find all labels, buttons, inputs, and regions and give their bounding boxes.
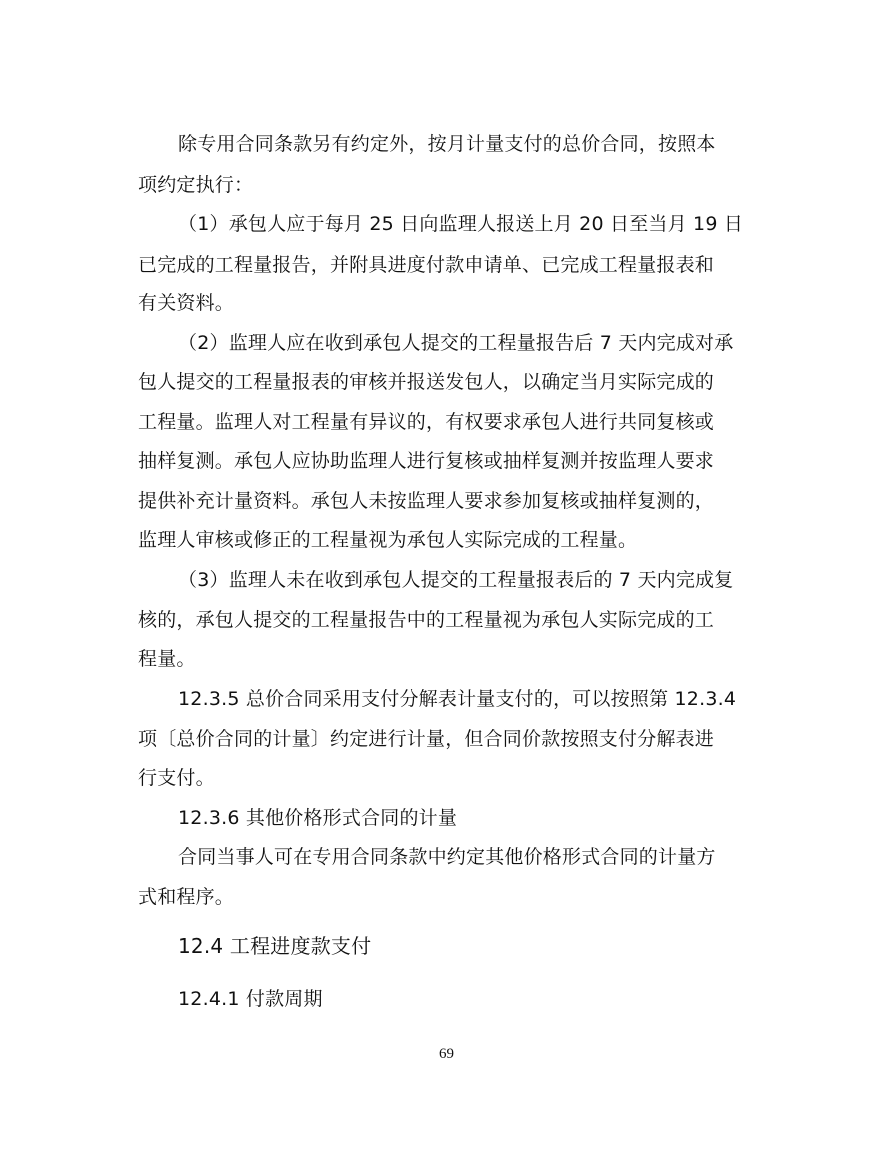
text-line: 除专用合同条款另有约定外，按月计量支付的总价合同，按照本 xyxy=(178,133,716,155)
subsection-heading: 12.4.1 付款周期 xyxy=(178,988,323,1010)
text-line: 监理人审核或修正的工程量视为承包人实际完成的工程量。 xyxy=(138,529,638,551)
text-line: （3）监理人未在收到承包人提交的工程量报表后的 7 天内完成复 xyxy=(178,569,734,591)
text-line: 12.3.5 总价合同采用支付分解表计量支付的，可以按照第 12.3.4 xyxy=(178,688,737,710)
subsection-heading: 12.3.6 其他价格形式合同的计量 xyxy=(178,807,458,829)
page-number: 69 xyxy=(439,1046,454,1062)
text-line: 有关资料。 xyxy=(138,292,235,314)
section-heading: 12.4 工程进度款支付 xyxy=(178,934,372,958)
text-line: 包人提交的工程量报表的审核并报送发包人，以确定当月实际完成的 xyxy=(138,371,715,393)
text-line: 项〔总价合同的计量〕约定进行计量，但合同价款按照支付分解表进 xyxy=(138,728,715,750)
text-line: 已完成的工程量报告，并附具进度付款申请单、已完成工程量报表和 xyxy=(138,254,715,276)
text-line: 核的，承包人提交的工程量报告中的工程量视为承包人实际完成的工 xyxy=(138,609,715,631)
text-line: （2）监理人应在收到承包人提交的工程量报告后 7 天内完成对承 xyxy=(178,332,734,354)
text-line: 工程量。监理人对工程量有异议的，有权要求承包人进行共同复核或 xyxy=(138,411,715,433)
text-line: 合同当事人可在专用合同条款中约定其他价格形式合同的计量方 xyxy=(178,846,716,868)
text-line: 式和程序。 xyxy=(138,886,235,908)
text-line: 抽样复测。承包人应协助监理人进行复核或抽样复测并按监理人要求 xyxy=(138,450,715,472)
text-line: 项约定执行： xyxy=(138,174,254,196)
text-line: 程量。 xyxy=(138,648,196,670)
text-line: 行支付。 xyxy=(138,767,215,789)
text-line: 提供补充计量资料。承包人未按监理人要求参加复核或抽样复测的， xyxy=(138,490,715,512)
text-line: （1）承包人应于每月 25 日向监理人报送上月 20 日至当月 19 日 xyxy=(178,213,744,235)
